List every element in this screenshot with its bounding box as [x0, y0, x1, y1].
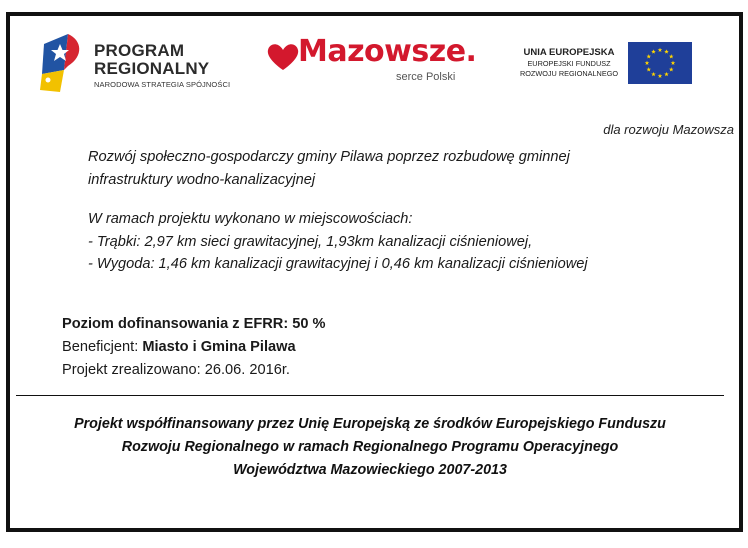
footer-line3: Województwa Mazowieckiego 2007-2013: [233, 462, 507, 478]
footer-line2: Rozwoju Regionalnego w ramach Regionalnego Programu Operacyjnego: [121, 439, 619, 455]
program-regionalny-text: [94, 42, 230, 89]
beneficiary-label: Beneficjent:: [62, 339, 143, 355]
region-tagline: dla rozwoju Mazowsza: [603, 122, 734, 137]
divider: [16, 395, 724, 396]
eu-text: [514, 47, 624, 78]
footer-line1: Projekt współfinansowany przez Unię Europejską ze środków Europejskiego Funduszu: [74, 416, 666, 432]
funding-level: [62, 313, 326, 336]
scope-item: - Wygoda: 1,46 km kanalizacji grawitacyjnej i 0,46 km kanalizacji ciśnieniowej: [88, 256, 588, 272]
project-description: [88, 146, 688, 276]
cofinancing-statement: [36, 413, 704, 482]
eu-logo: [514, 40, 696, 88]
mazowsze-logo: [266, 34, 486, 90]
scope-item: - Trąbki: 2,97 km sieci grawitacyjnej, 1,93km kanalizacji ciśnieniowej,: [88, 233, 533, 250]
project-details: [62, 313, 326, 382]
eu-title: UNIA EUROPEJSKA: [523, 47, 615, 58]
eu-line2: ROZWOJU REGIONALNEGO: [519, 69, 619, 78]
funding-text: Poziom dofinansowania z EFRR: 50 %: [62, 316, 326, 332]
program-regionalny-emblem-icon: [38, 30, 90, 94]
mazowsze-tagline: serce Polski: [396, 71, 456, 83]
completion-date: Projekt zrealizowano: 26.06. 2016r.: [62, 362, 290, 378]
eu-line1: EUROPEJSKI FUNDUSZ: [527, 59, 611, 68]
heart-icon: [266, 42, 300, 72]
program-title-line1: PROGRAM: [94, 41, 185, 60]
program-subtitle: NARODOWA STRATEGIA SPÓJNOŚCI: [94, 80, 231, 89]
program-title-line2: REGIONALNY: [94, 59, 210, 78]
beneficiary-value: Miasto i Gmina Pilawa: [142, 339, 296, 355]
eu-flag-icon: [628, 42, 692, 84]
project-title-line1: Rozwój społeczno-gospodarczy gminy Pilawa poprzez rozbudowę gminnej: [88, 149, 570, 165]
spacer: [88, 191, 688, 208]
scope-intro: W ramach projektu wykonano w miejscowościach:: [88, 211, 413, 227]
mazowsze-wordmark: Mazowsze.: [298, 34, 477, 69]
program-regionalny-logo: [38, 30, 248, 96]
beneficiary: [62, 336, 326, 359]
project-title-line2: infrastruktury wodno-kanalizacyjnej: [88, 171, 316, 188]
